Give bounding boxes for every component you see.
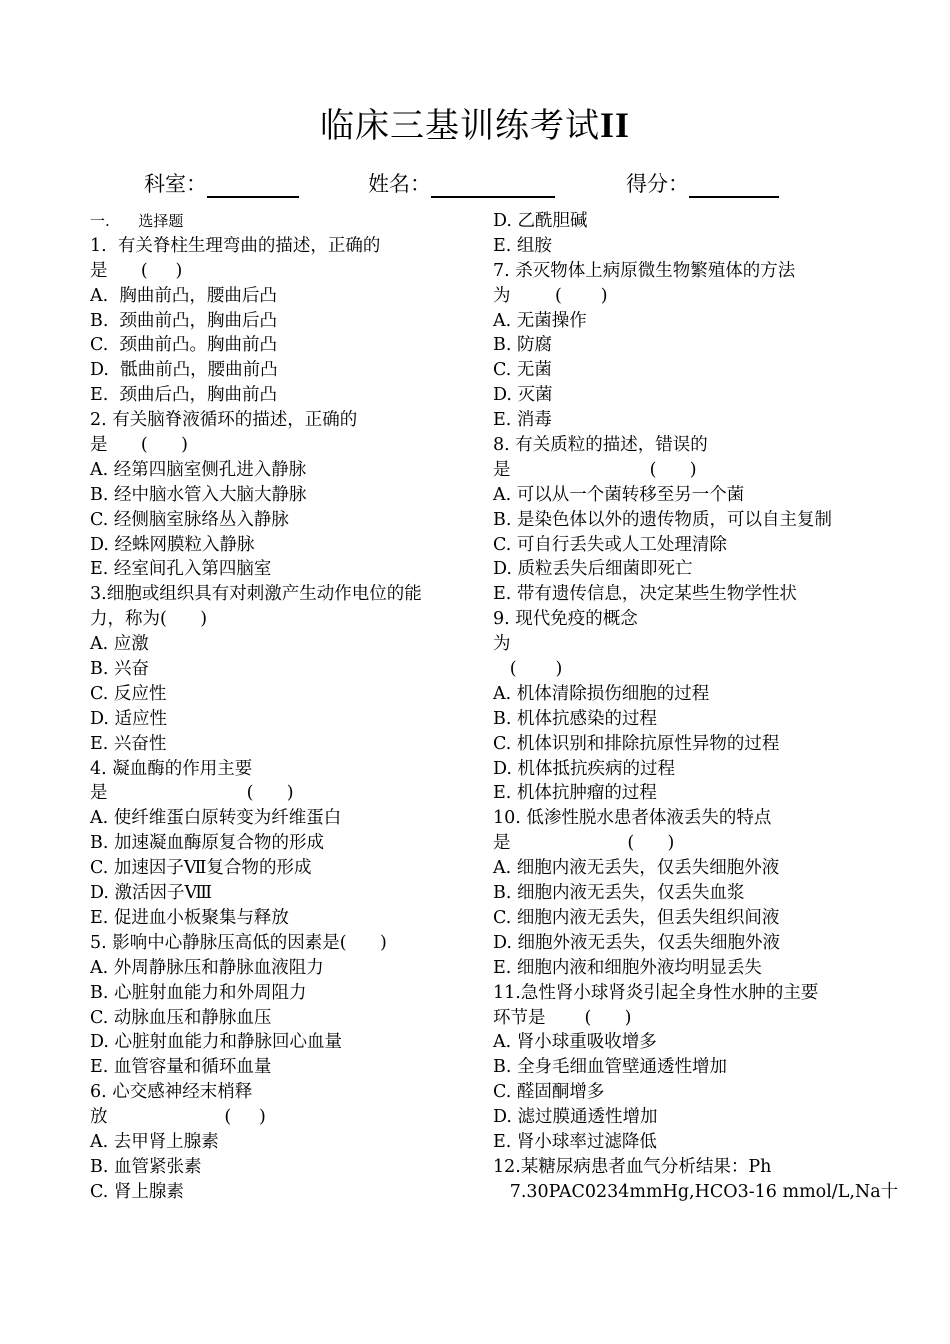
- question-line: 一. 选择题: [90, 212, 184, 230]
- question-line: 10. 低渗性脱水患者体液丢失的特点: [493, 808, 772, 829]
- question-line: C. 颈曲前凸。胸曲前凸: [90, 335, 277, 356]
- question-line: C. 反应性: [90, 683, 167, 704]
- question-line: A. 机体清除损伤细胞的过程: [493, 683, 710, 704]
- question-line: D. 滤过膜通透性增加: [493, 1107, 658, 1128]
- question-line: B. 兴奋: [90, 659, 149, 680]
- question-line: 1. 有关脊柱生理弯曲的描述，正确的: [90, 235, 381, 256]
- question-line: 8. 有关质粒的描述，错误的: [493, 435, 708, 456]
- question-line: 力，称为( ): [90, 609, 208, 630]
- question-line: C. 无菌: [493, 360, 552, 381]
- question-line: 3.细胞或组织具有对刺激产生动作电位的能: [90, 584, 422, 605]
- question-line: B. 加速凝血酶原复合物的形成: [90, 833, 324, 854]
- question-line: D. 经蛛网膜粒入静脉: [90, 534, 255, 555]
- question-line: 是 ( ): [90, 435, 188, 456]
- question-line: B. 颈曲前凸，胸曲后凸: [90, 310, 278, 331]
- question-line: D. 激活因子Ⅷ: [90, 883, 213, 904]
- question-line: E. 兴奋性: [90, 733, 167, 754]
- question-line: E. 带有遗传信息，决定某些生物学性状: [493, 584, 797, 605]
- question-line: ( ): [493, 659, 563, 680]
- question-line: A. 胸曲前凸，腰曲后凸: [90, 285, 277, 306]
- question-line: C. 细胞内液无丢失，但丢失组织间液: [493, 907, 780, 928]
- question-line: D. 细胞外液无丢失，仅丢失细胞外液: [493, 932, 781, 953]
- name-blank[interactable]: [431, 172, 555, 198]
- department-label: 科室：: [144, 172, 207, 196]
- question-line: A. 可以从一个菌转移至另一个菌: [493, 484, 745, 505]
- question-line: D. 乙酰胆碱: [493, 211, 588, 231]
- question-line: 7.30PAC0234mmHg,HCO3-16 mmol/L,Na十: [493, 1181, 899, 1202]
- question-line: B. 细胞内液无丢失，仅丢失血浆: [493, 883, 745, 904]
- question-line: 环节是 ( ): [493, 1007, 632, 1028]
- department-field: [144, 168, 299, 198]
- right-question-column: [493, 209, 913, 1205]
- question-line: C. 肾上腺素: [90, 1181, 184, 1202]
- question-line: E. 消毒: [493, 410, 552, 431]
- question-line: 4. 凝血酶的作用主要: [90, 758, 253, 779]
- question-line: A. 肾小球重吸收增多: [493, 1032, 657, 1053]
- question-line: A. 细胞内液无丢失，仅丢失细胞外液: [493, 858, 780, 879]
- question-line: 是 ( ): [90, 260, 183, 281]
- exam-title: [0, 98, 950, 147]
- question-line: 放 ( ): [90, 1107, 266, 1128]
- question-line: B. 机体抗感染的过程: [493, 708, 657, 729]
- question-line: 是 ( ): [493, 833, 675, 854]
- question-line: C. 可自行丢失或人工处理清除: [493, 534, 727, 555]
- score-blank[interactable]: [689, 172, 779, 198]
- question-line: B. 是染色体以外的遗传物质，可以自主复制: [493, 509, 832, 530]
- question-line: C. 动脉血压和静脉血压: [90, 1007, 272, 1028]
- question-line: 为: [493, 634, 511, 655]
- question-line: D. 灭菌: [493, 385, 553, 406]
- question-line: C. 加速因子Ⅶ复合物的形成: [90, 858, 312, 879]
- name-label: 姓名：: [368, 172, 431, 196]
- left-question-column: [90, 209, 470, 1205]
- exam-title-roman: II: [599, 105, 631, 145]
- question-line: B. 全身毛细血管壁通透性增加: [493, 1057, 727, 1078]
- question-line: 6. 心交感神经末梢释: [90, 1082, 253, 1103]
- question-line: A. 外周静脉压和静脉血液阻力: [90, 957, 324, 978]
- question-line: C. 经侧脑室脉络丛入静脉: [90, 509, 289, 530]
- question-line: B. 防腐: [493, 335, 552, 356]
- question-line: 2. 有关脑脊液循环的描述，正确的: [90, 410, 358, 431]
- question-line: D. 质粒丢失后细菌即死亡: [493, 559, 693, 580]
- exam-title-text: 临床三基训练考试: [319, 106, 600, 146]
- question-line: C. 机体识别和排除抗原性异物的过程: [493, 733, 780, 754]
- question-line: C. 醛固酮增多: [493, 1082, 605, 1103]
- question-line: E. 细胞内液和细胞外液均明显丢失: [493, 957, 762, 978]
- question-line: 是 ( ): [90, 783, 294, 804]
- department-blank[interactable]: [207, 172, 299, 198]
- question-line: 9. 现代免疫的概念: [493, 609, 638, 630]
- question-line: B. 血管紧张素: [90, 1156, 202, 1177]
- question-line: E. 促进血小板聚集与释放: [90, 907, 289, 928]
- question-line: E. 血管容量和循环血量: [90, 1057, 272, 1078]
- question-line: E. 机体抗肿瘤的过程: [493, 783, 657, 804]
- question-line: D. 骶曲前凸，腰曲前凸: [90, 360, 278, 381]
- question-line: 12.某糖尿病患者血气分析结果：Ph: [493, 1156, 772, 1177]
- question-line: 为 ( ): [493, 285, 608, 306]
- question-line: 7. 杀灭物体上病原微生物繁殖体的方法: [493, 260, 796, 281]
- score-label: 得分：: [626, 172, 689, 196]
- question-line: 11.急性肾小球肾炎引起全身性水肿的主要: [493, 982, 819, 1003]
- question-line: E. 颈曲后凸，胸曲前凸: [90, 385, 277, 406]
- question-line: A. 无菌操作: [493, 310, 587, 331]
- name-field: [368, 168, 555, 198]
- question-line: 5. 影响中心静脉压高低的因素是( ): [90, 932, 387, 953]
- question-line: D. 心脏射血能力和静脉回心血量: [90, 1032, 343, 1053]
- question-line: E. 经室间孔入第四脑室: [90, 559, 272, 580]
- question-line: B. 经中脑水管入大脑大静脉: [90, 484, 307, 505]
- question-line: E. 组胺: [493, 235, 552, 256]
- question-line: A. 经第四脑室侧孔进入静脉: [90, 459, 307, 480]
- question-line: 是 ( ): [493, 459, 697, 480]
- question-line: D. 适应性: [90, 708, 168, 729]
- question-line: A. 应激: [90, 634, 149, 655]
- question-line: B. 心脏射血能力和外周阻力: [90, 982, 307, 1003]
- question-line: D. 机体抵抗疾病的过程: [493, 758, 676, 779]
- question-line: A. 去甲肾上腺素: [90, 1131, 219, 1152]
- question-line: A. 使纤维蛋白原转变为纤维蛋白: [90, 808, 342, 829]
- question-line: E. 肾小球率过滤降低: [493, 1131, 657, 1152]
- score-field: [626, 168, 779, 198]
